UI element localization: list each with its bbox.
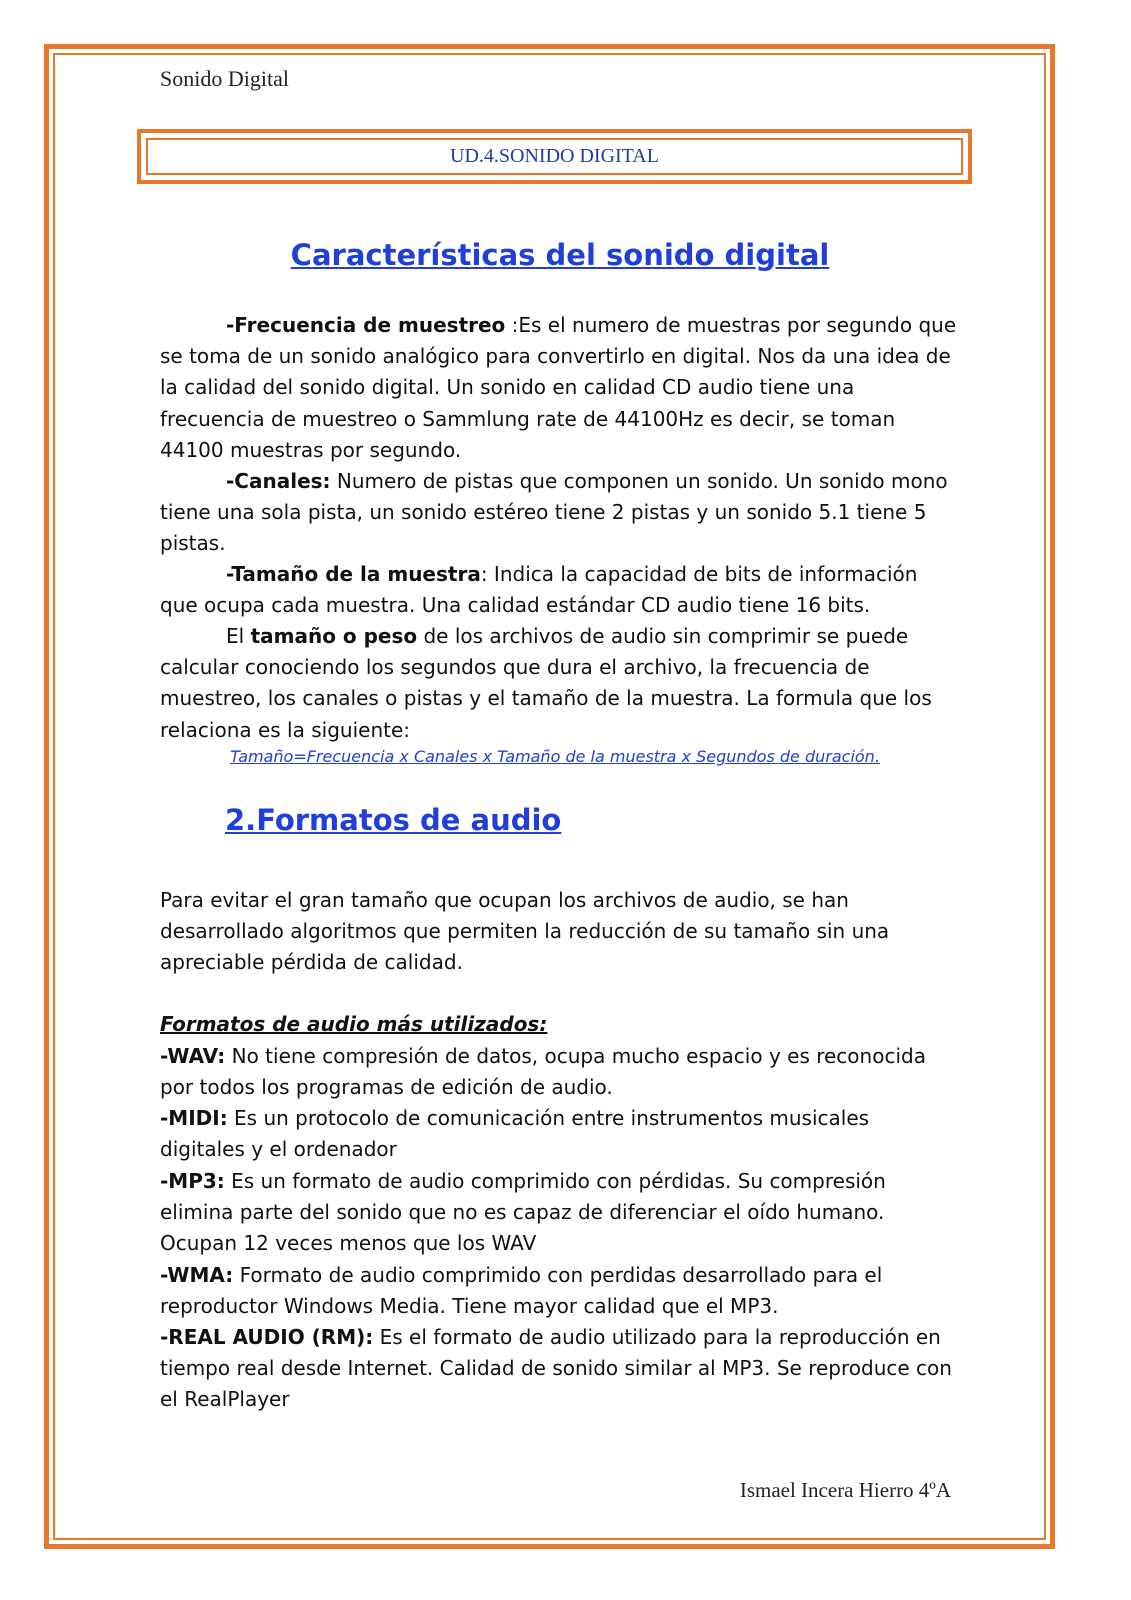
- formats-subheading: Formatos de audio más utilizados:: [160, 1012, 548, 1036]
- format-wma-text: Formato de audio comprimido con perdidas desarrollado para el reproductor Windows Media. Tiene mayor calidad que el MP3.: [160, 1263, 883, 1319]
- term-tamano-muestra: -Tamaño de la muestra: [226, 562, 481, 586]
- term-frecuencia: -Frecuencia de muestreo: [226, 313, 506, 337]
- text-frecuencia: :Es el numero de muestras por segundo que se toma de un sonido analógico para convertirlo en digital. Nos da una idea de la calidad del sonido digital. Un sonido en calidad CD audio tiene una frecuencia de muestreo o Sammlung rate de 44100Hz es decir, se toman 44100 muestras por segundo.: [160, 313, 957, 462]
- title-box: [146, 138, 963, 175]
- format-wav-label: -WAV:: [160, 1044, 226, 1068]
- format-real-audio-text: Es el formato de audio utilizado para la reproducción en tiempo real desde Internet. Calidad de sonido similar al MP3. Se reproduce con el RealPlayer: [160, 1325, 952, 1412]
- format-midi-text: Es un protocolo de comunicación entre instrumentos musicales digitales y el ordenador: [160, 1106, 870, 1162]
- format-wav: [160, 1041, 960, 1103]
- term-canales: -Canales:: [226, 469, 331, 493]
- format-wav-text: No tiene compresión de datos, ocupa mucho espacio y es reconocida por todos los programas de edición de audio.: [160, 1044, 926, 1100]
- unit-title: UD.4.SONIDO DIGITAL: [450, 145, 659, 167]
- format-wma: [160, 1260, 960, 1322]
- size-formula: Tamaño=Frecuencia x Canales x Tamaño de la muestra x Segundos de duración.: [230, 747, 880, 766]
- text-tamano-peso: de los archivos de audio sin comprimir se puede calcular conociendo los segundos que dura el archivo, la frecuencia de muestreo, los canales o pistas y el tamaño de la muestra. La formula que los relaciona es la siguiente:: [160, 624, 932, 742]
- format-wma-label: -WMA:: [160, 1263, 234, 1287]
- format-midi-label: -MIDI:: [160, 1106, 228, 1130]
- paragraph-frecuencia: [160, 310, 960, 466]
- paragraph-tamano-muestra: [160, 559, 960, 621]
- format-mp3-label: -MP3:: [160, 1169, 225, 1193]
- format-real-audio: [160, 1322, 960, 1416]
- format-midi: [160, 1103, 960, 1165]
- term-tamano-peso: tamaño o peso: [250, 624, 418, 648]
- running-header: Sonido Digital: [160, 66, 289, 91]
- text-tamano-muestra: : Indica la capacidad de bits de información que ocupa cada muestra. Una calidad estándar CD audio tiene 16 bits.: [160, 562, 918, 618]
- paragraph-canales: [160, 466, 960, 560]
- running-footer: Ismael Incera Hierro 4ºA: [739, 1478, 951, 1502]
- format-mp3: [160, 1166, 960, 1260]
- format-mp3-text: Es un formato de audio comprimido con pérdidas. Su compresión elimina parte del sonido que no es capaz de diferenciar el oído humano. Ocupan 12 veces menos que los WAV: [160, 1169, 886, 1256]
- section1-heading: Características del sonido digital: [290, 238, 830, 272]
- paragraph-intro-formatos: Para evitar el gran tamaño que ocupan los archivos de audio, se han desarrollado algoritmos que permiten la reducción de su tamaño sin una apreciable pérdida de calidad.: [160, 888, 890, 975]
- text-prefix-tamano: El: [226, 624, 251, 648]
- text-canales: Numero de pistas que componen un sonido. Un sonido mono tiene una sola pista, un sonido estéreo tiene 2 pistas y un sonido 5.1 tiene 5 pistas.: [160, 469, 948, 556]
- format-real-audio-label: -REAL AUDIO (RM):: [160, 1325, 374, 1349]
- section2-heading: 2.Formatos de audio: [225, 803, 562, 837]
- paragraph-tamano-peso: [160, 621, 960, 746]
